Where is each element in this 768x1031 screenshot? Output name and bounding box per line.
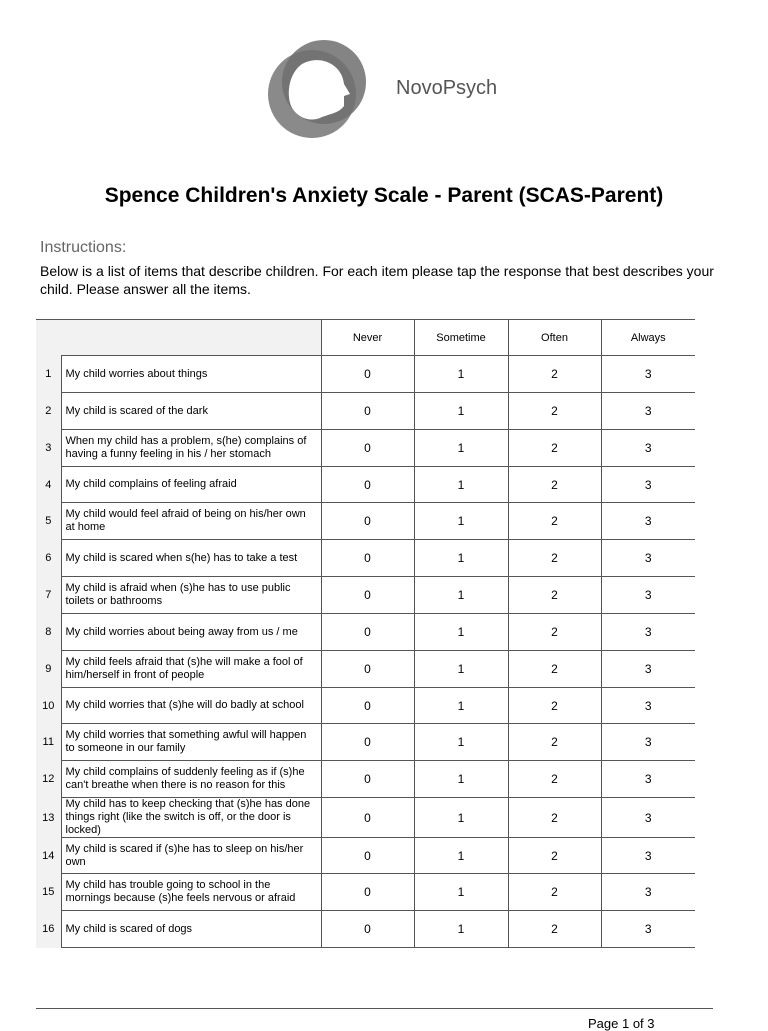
item-number: 12 [36, 761, 61, 798]
item-number: 7 [36, 577, 61, 614]
table-row [36, 724, 695, 761]
response-option-always[interactable]: 3 [601, 430, 695, 467]
header-always: Always [601, 320, 695, 356]
item-number: 2 [36, 393, 61, 430]
item-text: My child feels afraid that (s)he will make a fool of him/herself in front of people [61, 651, 321, 688]
table-row [36, 393, 695, 430]
response-option-sometime[interactable]: 1 [414, 540, 508, 577]
response-option-always[interactable]: 3 [601, 874, 695, 911]
response-option-always[interactable]: 3 [601, 540, 695, 577]
response-option-always[interactable]: 3 [601, 911, 695, 948]
response-option-often[interactable]: 2 [508, 798, 601, 838]
response-option-never[interactable]: 0 [321, 911, 414, 948]
response-option-sometime[interactable]: 1 [414, 503, 508, 540]
instructions-heading: Instructions: [40, 239, 127, 256]
response-option-sometime[interactable]: 1 [414, 724, 508, 761]
response-option-always[interactable]: 3 [601, 503, 695, 540]
response-option-often[interactable]: 2 [508, 614, 601, 651]
table-row [36, 798, 695, 838]
item-text: My child worries that something awful will happen to someone in our family [61, 724, 321, 761]
item-text: My child is scared if (s)he has to sleep on his/her own [61, 838, 321, 874]
item-number: 9 [36, 651, 61, 688]
response-option-never[interactable]: 0 [321, 540, 414, 577]
response-option-always[interactable]: 3 [601, 467, 695, 503]
item-text: My child is scared when s(he) has to take a test [61, 540, 321, 577]
response-option-sometime[interactable]: 1 [414, 577, 508, 614]
response-option-never[interactable]: 0 [321, 614, 414, 651]
response-option-never[interactable]: 0 [321, 838, 414, 874]
response-option-sometime[interactable]: 1 [414, 911, 508, 948]
footer-divider [36, 1008, 713, 1009]
response-option-sometime[interactable]: 1 [414, 838, 508, 874]
table-row [36, 356, 695, 393]
response-option-often[interactable]: 2 [508, 467, 601, 503]
response-option-always[interactable]: 3 [601, 798, 695, 838]
table-row [36, 540, 695, 577]
page-title: Spence Children's Anxiety Scale - Parent (SCAS-Parent) [104, 184, 664, 207]
item-text: My child complains of feeling afraid [61, 467, 321, 503]
item-text: My child is scared of dogs [61, 911, 321, 948]
response-option-often[interactable]: 2 [508, 540, 601, 577]
item-number: 1 [36, 356, 61, 393]
response-option-sometime[interactable]: 1 [414, 688, 508, 724]
table-row [36, 503, 695, 540]
table-row [36, 874, 695, 911]
item-text: My child has to keep checking that (s)he has done things right (like the switch is off, or the door is locked) [61, 798, 321, 838]
item-number: 4 [36, 467, 61, 503]
response-option-sometime[interactable]: 1 [414, 393, 508, 430]
novopsych-logo [262, 34, 372, 139]
table-row [36, 430, 695, 467]
response-option-often[interactable]: 2 [508, 911, 601, 948]
response-option-often[interactable]: 2 [508, 577, 601, 614]
response-option-always[interactable]: 3 [601, 577, 695, 614]
response-option-always[interactable]: 3 [601, 761, 695, 798]
item-text: My child worries about things [61, 356, 321, 393]
response-option-never[interactable]: 0 [321, 651, 414, 688]
response-option-sometime[interactable]: 1 [414, 651, 508, 688]
response-option-sometime[interactable]: 1 [414, 874, 508, 911]
response-option-sometime[interactable]: 1 [414, 614, 508, 651]
table-row [36, 651, 695, 688]
response-option-always[interactable]: 3 [601, 838, 695, 874]
item-text: When my child has a problem, s(he) complains of having a funny feeling in his / her stomach [61, 430, 321, 467]
response-option-always[interactable]: 3 [601, 651, 695, 688]
table-row [36, 838, 695, 874]
response-option-sometime[interactable]: 1 [414, 430, 508, 467]
item-number: 6 [36, 540, 61, 577]
response-option-never[interactable]: 0 [321, 761, 414, 798]
brand-name: NovoPsych [396, 77, 498, 99]
response-option-sometime[interactable]: 1 [414, 467, 508, 503]
response-option-never[interactable]: 0 [321, 577, 414, 614]
header-often: Often [508, 320, 601, 356]
table-row [36, 761, 695, 798]
page-number: Page 1 of 3 [588, 1016, 655, 1031]
response-option-always[interactable]: 3 [601, 688, 695, 724]
table-header-row [36, 320, 695, 356]
response-option-never[interactable]: 0 [321, 688, 414, 724]
item-number: 3 [36, 430, 61, 467]
table-row [36, 911, 695, 948]
item-number: 16 [36, 911, 61, 948]
response-option-never[interactable]: 0 [321, 430, 414, 467]
response-option-often[interactable]: 2 [508, 651, 601, 688]
header-sometime: Sometime [414, 320, 508, 356]
response-option-sometime[interactable]: 1 [414, 761, 508, 798]
item-number: 14 [36, 838, 61, 874]
item-text: My child complains of suddenly feeling as if (s)he can't breathe when there is no reason for this [61, 761, 321, 798]
item-text: My child is afraid when (s)he has to use public toilets or bathrooms [61, 577, 321, 614]
response-option-often[interactable]: 2 [508, 761, 601, 798]
item-number: 10 [36, 688, 61, 724]
item-text: My child has trouble going to school in the mornings because (s)he feels nervous or afraid [61, 874, 321, 911]
response-option-always[interactable]: 3 [601, 614, 695, 651]
response-option-always[interactable]: 3 [601, 356, 695, 393]
response-option-often[interactable]: 2 [508, 874, 601, 911]
item-text: My child worries about being away from us / me [61, 614, 321, 651]
response-option-always[interactable]: 3 [601, 393, 695, 430]
item-text: My child would feel afraid of being on his/her own at home [61, 503, 321, 540]
item-number: 8 [36, 614, 61, 651]
response-option-often[interactable]: 2 [508, 503, 601, 540]
item-number: 11 [36, 724, 61, 761]
item-number: 15 [36, 874, 61, 911]
response-option-never[interactable]: 0 [321, 874, 414, 911]
table-row [36, 688, 695, 724]
response-option-always[interactable]: 3 [601, 724, 695, 761]
header-never: Never [321, 320, 414, 356]
header-blank-cell [36, 320, 321, 356]
response-option-often[interactable]: 2 [508, 724, 601, 761]
table-row [36, 577, 695, 614]
item-number: 13 [36, 798, 61, 838]
rating-table [36, 319, 695, 948]
response-option-often[interactable]: 2 [508, 838, 601, 874]
item-number: 5 [36, 503, 61, 540]
response-option-often[interactable]: 2 [508, 688, 601, 724]
response-option-never[interactable]: 0 [321, 393, 414, 430]
response-option-often[interactable]: 2 [508, 393, 601, 430]
response-option-often[interactable]: 2 [508, 356, 601, 393]
response-option-never[interactable]: 0 [321, 724, 414, 761]
response-option-sometime[interactable]: 1 [414, 798, 508, 838]
response-option-never[interactable]: 0 [321, 503, 414, 540]
table-row [36, 467, 695, 503]
response-option-sometime[interactable]: 1 [414, 356, 508, 393]
response-option-never[interactable]: 0 [321, 798, 414, 838]
response-option-never[interactable]: 0 [321, 467, 414, 503]
table-row [36, 614, 695, 651]
item-text: My child worries that (s)he will do badly at school [61, 688, 321, 724]
response-option-often[interactable]: 2 [508, 430, 601, 467]
response-option-never[interactable]: 0 [321, 356, 414, 393]
item-text: My child is scared of the dark [61, 393, 321, 430]
head-profile-icon [262, 34, 372, 139]
instructions-text: Below is a list of items that describe children. For each item please tap the response that best describes your child. Please answer all the items. [40, 263, 714, 297]
